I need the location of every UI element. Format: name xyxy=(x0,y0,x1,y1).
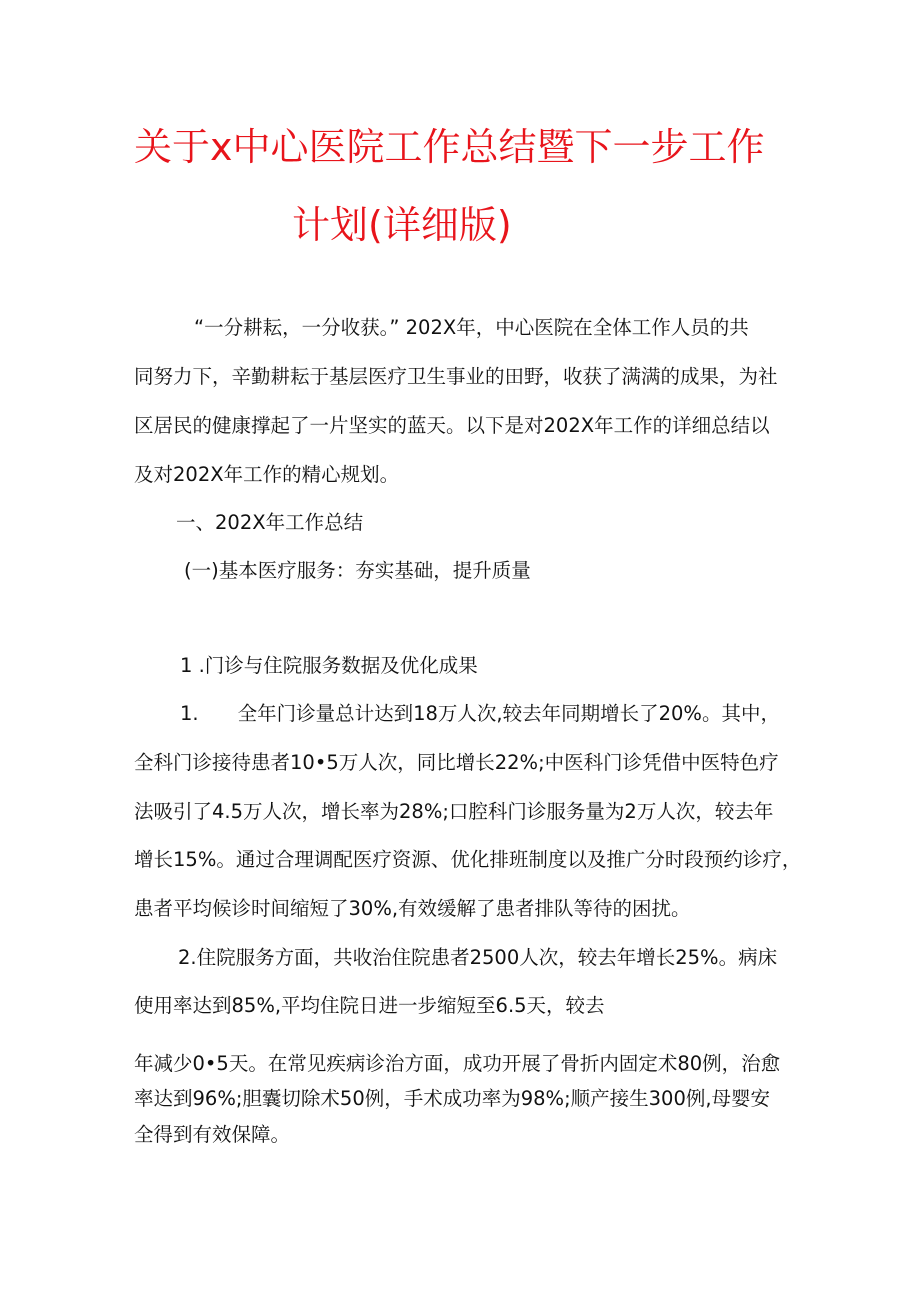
outpatient-paragraph-line-1: 1. 全年门诊量总计达到18万人次,较去年同期增长了20%。其中， xyxy=(180,702,780,725)
inpatient-paragraph-line-2: 使用率达到85%,平均住院日进一步缩短至6.5天，较去 xyxy=(134,994,605,1017)
document-title-line-2: 计划(详细版) xyxy=(292,203,512,247)
outpatient-paragraph-line-4: 增长15%。通过合理调配医疗资源、优化排班制度以及推广分时段预约诊疗， xyxy=(134,848,802,871)
intro-paragraph-line-1: “一分耕耘，一分收获。” 202X年，中心医院在全体工作人员的共 xyxy=(194,316,749,339)
section-heading-1: 一、202X年工作总结 xyxy=(176,511,364,534)
inpatient-paragraph-line-1: 2.住院服务方面，共收治住院患者2500人次，较去年增长25%。病床 xyxy=(178,946,778,969)
outpatient-paragraph-line-5: 患者平均候诊时间缩短了30%,有效缓解了患者排队等待的困扰。 xyxy=(134,897,691,920)
intro-paragraph-line-3: 区居民的健康撑起了一片坚实的蓝天。以下是对202X年工作的详细总结以 xyxy=(134,414,770,437)
outpatient-paragraph-line-3: 法吸引了4.5万人次，增长率为28%;口腔科门诊服务量为2万人次，较去年 xyxy=(134,800,774,823)
item-heading-1: 1 .门诊与住院服务数据及优化成果 xyxy=(180,654,478,677)
outpatient-paragraph-line-2: 全科门诊接待患者10•5万人次，同比增长22%;中医科门诊凭借中医特色疗 xyxy=(134,751,779,774)
intro-paragraph-line-4: 及对202X年工作的精心规划。 xyxy=(134,463,400,486)
inpatient-paragraph-line-5: 全得到有效保障。 xyxy=(134,1123,291,1146)
inpatient-paragraph-line-3: 年减少0•5天。在常见疾病诊治方面，成功开展了骨折内固定术80例，治愈 xyxy=(134,1052,781,1075)
intro-paragraph-line-2: 同努力下，辛勤耕耘于基层医疗卫生事业的田野，收获了满满的成果，为社 xyxy=(134,365,778,388)
inpatient-paragraph-line-4: 率达到96%;胆囊切除术50例，手术成功率为98%;顺产接生300例,母婴安 xyxy=(134,1087,771,1110)
subsection-heading-1: (一)基本医疗服务：夯实基础，提升质量 xyxy=(184,559,531,582)
document-title-line-1: 关于x中心医院工作总结暨下一步工作 xyxy=(134,125,765,169)
